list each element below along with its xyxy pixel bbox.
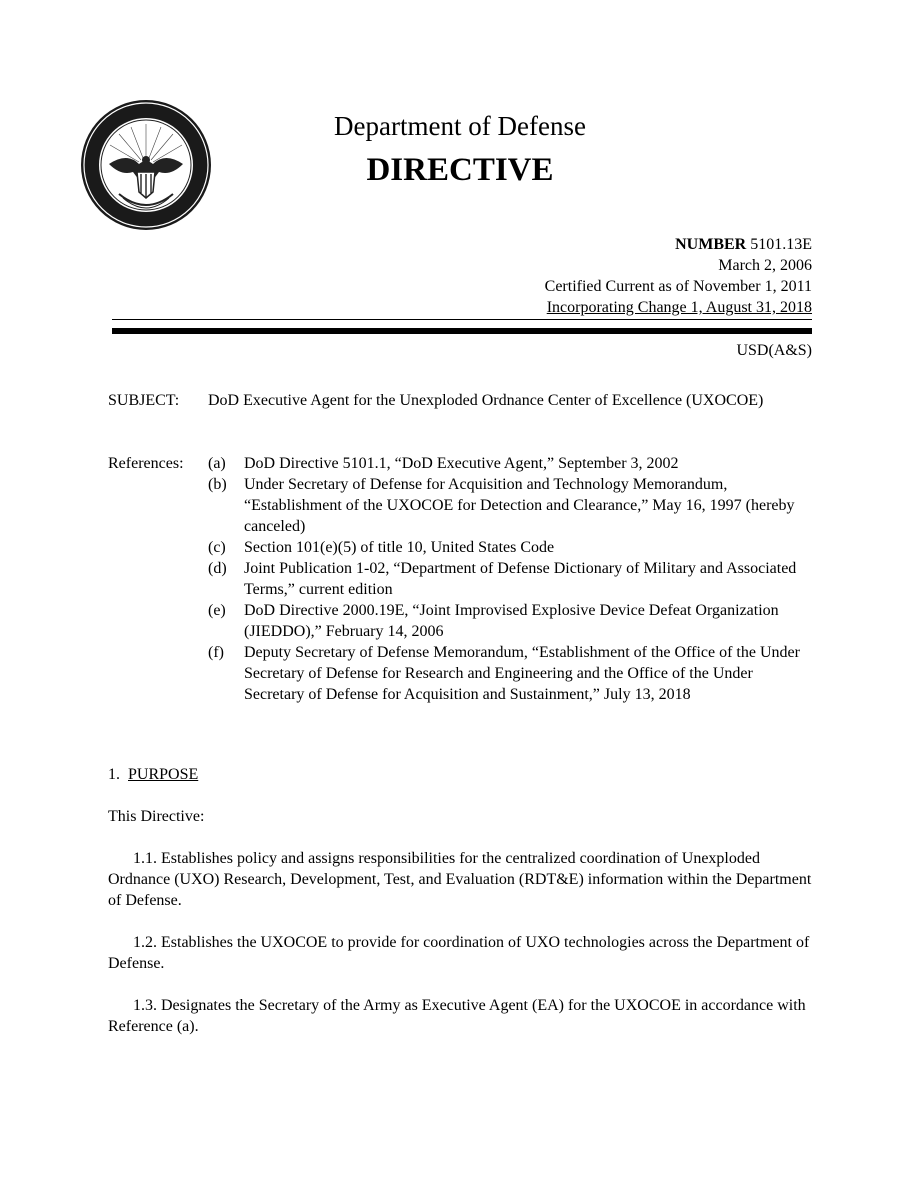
responsible-office: USD(A&S) [736,342,812,359]
reference-text: Section 101(e)(5) of title 10, United States Code [244,539,555,556]
document-type: DIRECTIVE [366,152,554,188]
references-list [208,453,812,705]
directive-number [545,234,812,255]
dod-seal [79,98,213,232]
thick-divider [112,328,812,334]
directive-date: March 2, 2006 [718,257,812,274]
change-notice: Incorporating Change 1, August 31, 2018 [546,299,812,316]
number-label: NUMBER [675,236,747,253]
reference-mark: (b) [208,476,227,493]
header-rule [112,319,812,334]
reference-item [208,600,812,642]
reference-mark: (d) [208,560,227,577]
reference-item [208,474,812,537]
purpose-item: 1.2. Establishes the UXOCOE to provide for coordination of UXO technologies across the Department of Defense. [108,934,810,972]
reference-item [208,642,812,705]
thin-divider [112,319,812,320]
purpose-intro: This Directive: [108,808,205,825]
section-title: PURPOSE [128,766,199,783]
section-number: 1. [108,766,120,783]
section-heading [108,764,812,785]
reference-item [208,558,812,600]
subject-text: DoD Executive Agent for the Unexploded Ordnance Center of Excellence (UXOCOE) [208,392,764,409]
purpose-section [108,764,812,1037]
reference-item [208,453,812,474]
purpose-item: 1.3. Designates the Secretary of the Army as Executive Agent (EA) for the UXOCOE in accordance with Reference (a). [108,997,806,1035]
subject-label: SUBJECT: [108,392,180,409]
reference-mark: (a) [208,455,226,472]
reference-text: Under Secretary of Defense for Acquisition and Technology Memorandum, “Establishment of the UXOCOE for Detection and Clearance,” May 16, 1997 (hereby canceled) [244,476,795,535]
certified-current: Certified Current as of November 1, 2011 [544,278,812,295]
number-value: 5101.13E [750,236,812,253]
reference-mark: (c) [208,539,226,556]
directive-metadata [545,234,812,318]
reference-text: Deputy Secretary of Defense Memorandum, “Establishment of the Office of the Under Secretary of Defense for Research and Engineering and the Office of the Under Secretary of Defense for Acquisition and Sustainment,” July 13, 2018 [244,644,800,703]
reference-mark: (f) [208,644,224,661]
reference-text: DoD Directive 5101.1, “DoD Executive Agent,” September 3, 2002 [244,455,679,472]
purpose-item: 1.1. Establishes policy and assigns responsibilities for the centralized coordination of Unexploded Ordnance (UXO) Research, Development, Test, and Evaluation (RDT&E) information within the Department of Defense. [108,850,812,909]
department-name: Department of Defense [334,111,586,141]
reference-text: DoD Directive 2000.19E, “Joint Improvised Explosive Device Defeat Organization (JIEDDO),” February 14, 2006 [244,602,779,640]
reference-text: Joint Publication 1-02, “Department of Defense Dictionary of Military and Associated Terms,” current edition [244,560,797,598]
reference-mark: (e) [208,602,226,619]
references-block [108,453,812,705]
references-label: References: [108,455,184,472]
subject-block [108,390,812,411]
reference-item [208,537,812,558]
